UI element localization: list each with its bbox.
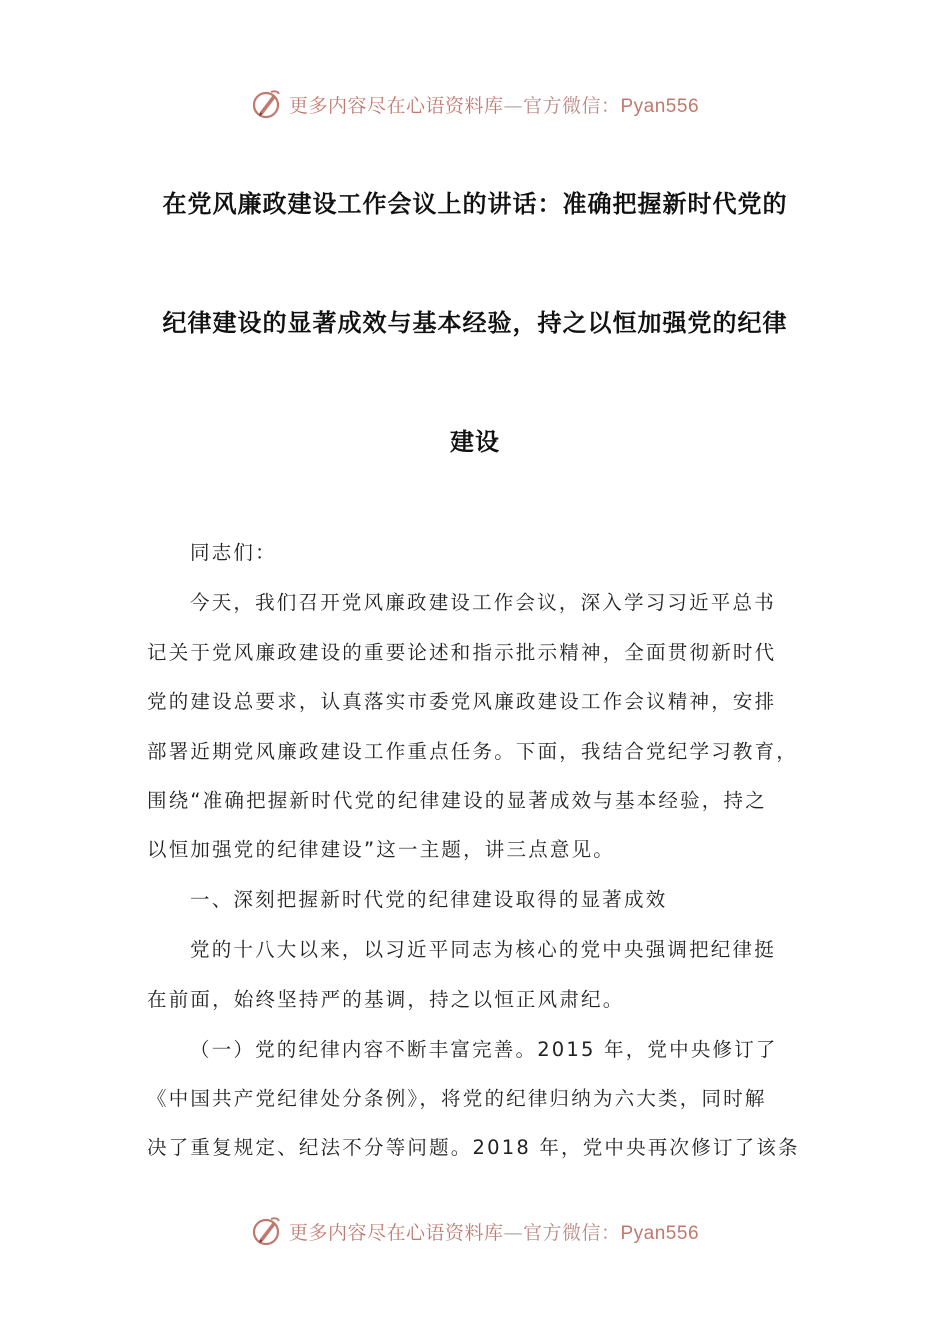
body-line: 党的建设总要求，认真落实市委党风廉政建设工作会议精神，安排 xyxy=(147,690,777,713)
banner-dash: — xyxy=(503,94,523,117)
body-line: 党的十八大以来，以习近平同志为核心的党中央强调把纪律挺 xyxy=(190,938,776,961)
salutation: 同志们： xyxy=(190,541,277,564)
banner-text xyxy=(289,91,699,118)
banner-brand: 更多内容尽在心语资料库 xyxy=(288,94,504,117)
body-line: 今天，我们召开党风廉政建设工作会议，深入学习习近平总书 xyxy=(190,591,776,614)
title-line-3: 建设 xyxy=(450,428,500,456)
banner-text xyxy=(289,1218,699,1245)
header-banner xyxy=(0,84,950,124)
banner-wechat-id: Pyan556 xyxy=(620,95,700,117)
banner-wechat-label: 官方微信： xyxy=(522,94,621,117)
banner-wechat-label: 官方微信： xyxy=(522,1221,621,1244)
section-heading: 一、深刻把握新时代党的纪律建设取得的显著成效 xyxy=(190,888,668,911)
title-line-2: 纪律建设的显著成效与基本经验，持之以恒加强党的纪律 xyxy=(162,309,788,337)
pen-circle-icon xyxy=(251,88,283,120)
body-line: 《中国共产党纪律处分条例》，将党的纪律归纳为六大类，同时解 xyxy=(147,1087,767,1110)
banner-brand: 更多内容尽在心语资料库 xyxy=(288,1221,504,1244)
body-line: 以恒加强党的纪律建设”这一主题，讲三点意见。 xyxy=(147,838,616,861)
banner-wechat-id: Pyan556 xyxy=(620,1222,700,1244)
body-line: 围绕“准确把握新时代党的纪律建设的显著成效与基本经验，持之 xyxy=(147,789,767,812)
body-line: 部署近期党风廉政建设工作重点任务。下面，我结合党纪学习教育， xyxy=(147,740,799,763)
body-line: 决了重复规定、纪法不分等问题。2018 年，党中央再次修订了该条 xyxy=(147,1136,800,1159)
body-line: 在前面，始终坚持严的基调，持之以恒正风肃纪。 xyxy=(147,988,625,1011)
title-line-1: 在党风廉政建设工作会议上的讲话：准确把握新时代党的 xyxy=(162,190,788,218)
banner-dash: — xyxy=(503,1221,523,1244)
footer-banner xyxy=(0,1211,950,1251)
body-line: 记关于党风廉政建设的重要论述和指示批示精神，全面贯彻新时代 xyxy=(147,641,777,664)
subsection-line: （一）党的纪律内容不断丰富完善。2015 年，党中央修订了 xyxy=(190,1038,778,1061)
pen-circle-icon xyxy=(251,1215,283,1247)
